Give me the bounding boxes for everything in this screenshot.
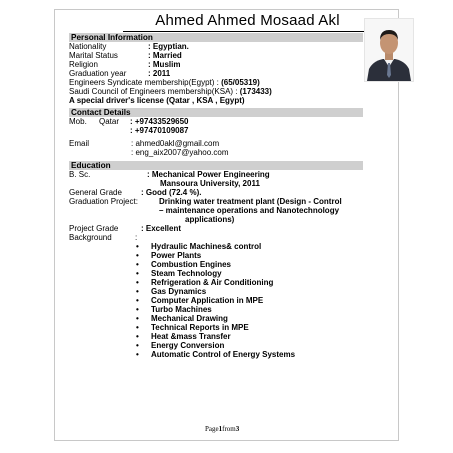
bullet-icon: • (136, 269, 139, 278)
list-item: Heat &mass Transfer (151, 332, 231, 341)
bullet-icon: • (136, 296, 139, 305)
marital-status-label: Marital Status (69, 51, 118, 60)
project-grade-label: Project Grade (69, 224, 119, 233)
qatar-label: Qatar (99, 117, 120, 126)
bullet-icon: • (136, 260, 139, 269)
page-current: 1 (218, 425, 223, 433)
list-item: Combustion Engines (151, 260, 231, 269)
list-item: Refrigeration & Air Conditioning (151, 278, 274, 287)
bsc-label: B. Sc. (69, 170, 91, 179)
syndicate-number: (65/05319) (221, 78, 260, 87)
page-word: Page (205, 425, 219, 433)
graduation-year-label: Graduation year (69, 69, 127, 78)
list-item: Steam Technology (151, 269, 222, 278)
name-underline (123, 31, 373, 32)
nationality-label: Nationality (69, 42, 107, 51)
nationality-value: : Egyptian. (148, 42, 189, 51)
background-label: Background (69, 233, 112, 242)
marital-status-value: : Married (148, 51, 182, 60)
list-item: Gas Dynamics (151, 287, 207, 296)
graduation-project-line-1: Drinking water treatment plant (Design - Control (159, 197, 342, 206)
list-item: Mechanical Drawing (151, 314, 228, 323)
list-item: Automatic Control of Energy Systems (151, 350, 296, 359)
saudi-council-number: (173433) (239, 87, 272, 96)
email-address-1[interactable]: : ahmed0akl@gmail.com (131, 139, 220, 148)
section-education: Education (69, 161, 363, 170)
general-grade-value: : Good (72.4 %). (141, 188, 202, 197)
page-total: 3 (235, 425, 240, 433)
applicant-name: Ahmed Ahmed Mosaad Akl (155, 12, 340, 29)
project-grade-value: : Excellent (141, 224, 182, 233)
saudi-council-membership (69, 87, 272, 96)
university: Mansoura University, 2011 (160, 179, 260, 188)
syndicate-label: Engineers Syndicate membership(Egypt) : (69, 78, 219, 87)
phone-number-1: : +97433529650 (130, 117, 189, 126)
graduation-year-value: : 2011 (148, 69, 171, 78)
list-item: Energy Conversion (151, 341, 225, 350)
list-item: Computer Application in MPE (151, 296, 264, 305)
graduation-project-line-2: – maintenance operations and Nanotechnology (159, 206, 340, 215)
list-item: Power Plants (151, 251, 202, 260)
syndicate-membership (69, 78, 260, 87)
bullet-icon: • (136, 287, 139, 296)
drivers-license: A special driver's license (Qatar , KSA , Egypt) (69, 96, 245, 105)
phone-number-2: : +97470109087 (130, 126, 189, 135)
religion-label: Religion (69, 60, 98, 69)
section-contact-details: Contact Details (69, 108, 363, 117)
bullet-icon: • (136, 242, 139, 251)
profile-photo (364, 18, 414, 82)
bullet-icon: • (136, 251, 139, 260)
resume-page (54, 9, 399, 441)
section-personal-information: Personal Information (69, 33, 363, 42)
general-grade-label: General Grade (69, 188, 122, 197)
page-number (205, 425, 239, 433)
bsc-degree: : Mechanical Power Engineering (147, 170, 270, 179)
bullet-icon: • (136, 278, 139, 287)
bullet-icon: • (136, 314, 139, 323)
bullet-icon: • (136, 332, 139, 341)
bullet-icon: • (136, 305, 139, 314)
graduation-project-line-3: applications) (185, 215, 235, 224)
list-item: Hydraulic Machines& control (151, 242, 262, 251)
email-address-2[interactable]: : eng_aix2007@yahoo.com (131, 148, 229, 157)
mobile-label: Mob. (69, 117, 87, 126)
list-item: Turbo Machines (151, 305, 212, 314)
bullet-icon: • (136, 341, 139, 350)
bullet-icon: • (136, 323, 139, 332)
list-item: Technical Reports in MPE (151, 323, 249, 332)
religion-value: : Muslim (148, 60, 181, 69)
background-colon: : (135, 233, 138, 242)
page-from: from (222, 425, 236, 433)
saudi-council-label: Saudi Council of Engineers membership(KSA) : (69, 87, 238, 96)
graduation-project-label: Graduation Project: (69, 197, 138, 206)
email-label: Email (69, 139, 90, 148)
bullet-icon: • (136, 350, 139, 359)
